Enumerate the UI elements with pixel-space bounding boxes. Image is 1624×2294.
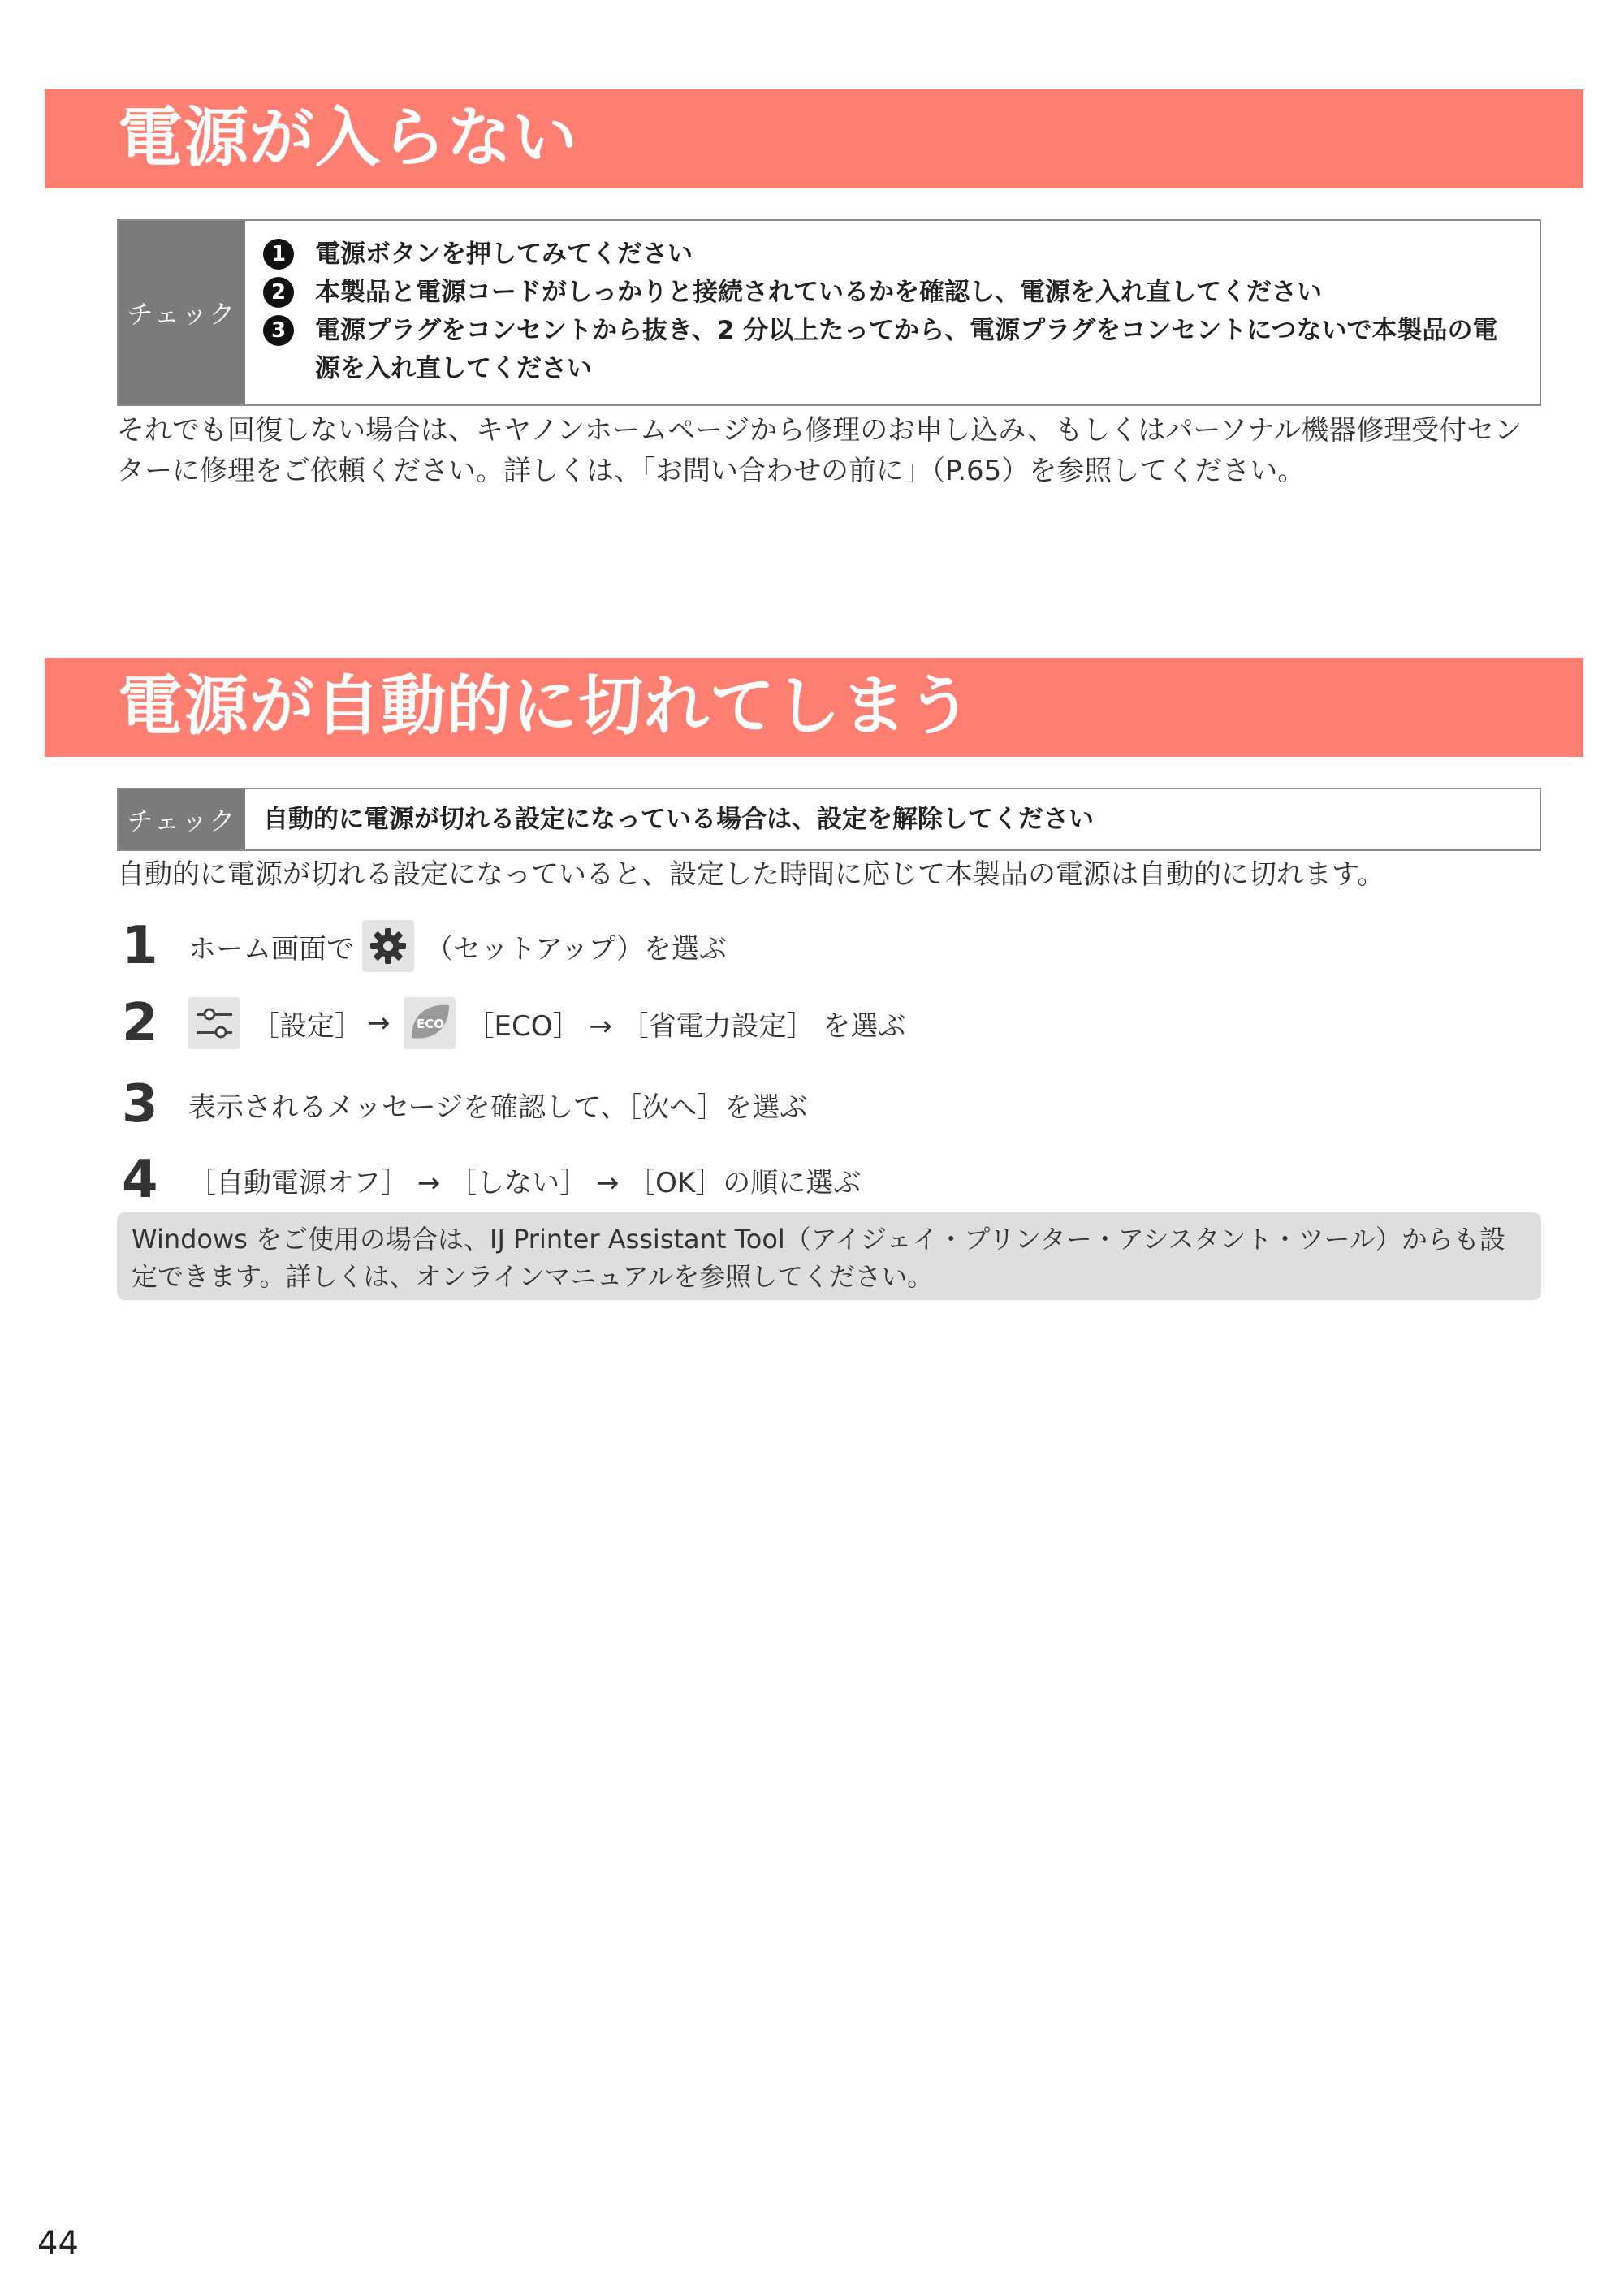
step-text: 表示されるメッセージを確認して、［次へ］を選ぶ — [188, 1091, 808, 1124]
check-items — [245, 221, 1540, 404]
step-number: 3 — [122, 1074, 158, 1134]
settings-sliders-icon — [188, 997, 240, 1049]
eco-leaf-icon — [404, 997, 456, 1049]
section2-banner — [45, 658, 1583, 757]
step-4 — [122, 1151, 861, 1208]
section2-title: 電源が自動的に切れてしまう — [118, 668, 973, 744]
section1-banner — [45, 89, 1583, 188]
svg-text:ECO: ECO — [416, 1017, 444, 1031]
step-number: 1 — [122, 916, 158, 976]
section1-title: 電源が入らない — [118, 100, 578, 175]
section1-paragraph: それでも回復しない場合は、キヤノンホームページから修理のお申し込み、もしくはパーソナル機器修理受付センターに修理をご依頼ください。詳しくは、「お問い合わせの前に」（P.65）を参照してください。 — [117, 414, 1522, 487]
step-3 — [122, 1076, 807, 1133]
check-item-text: 電源ボタンを押してみてください — [315, 240, 693, 269]
number-circle-icon: 1 — [263, 239, 294, 270]
eco-step-text: ［ECO］ → ［省電力設定］ を選ぶ — [466, 1009, 906, 1043]
section2-check-box — [117, 788, 1541, 851]
check-label: チェック — [119, 221, 245, 404]
number-circle-icon: 3 — [263, 315, 294, 346]
step-1 — [122, 918, 727, 974]
gear-icon — [362, 920, 414, 972]
check-item-text: 本製品と電源コードがしっかりと接続されているかを確認し、電源を入れ直してください — [315, 278, 1322, 307]
check-item — [263, 312, 1520, 388]
step-text-post: （セットアップ）を選ぶ — [425, 932, 727, 966]
section2-paragraph: 自動的に電源が切れる設定になっていると、設定した時間に応じて本製品の電源は自動的に切れます。 — [117, 858, 1385, 891]
check-label: チェック — [119, 789, 245, 849]
section1-check-box — [117, 219, 1541, 406]
step-text: ［自動電源オフ］ → ［しない］ → ［OK］の順に選ぶ — [188, 1166, 862, 1199]
step-number: 2 — [122, 993, 158, 1053]
check-item-text: 電源プラグをコンセントから抜き、2 分以上たってから、電源プラグをコンセントにつないで本製品の電源を入れ直してください — [315, 316, 1498, 383]
number-circle-icon: 2 — [263, 277, 294, 308]
windows-note: Windows をご使用の場合は、IJ Printer Assistant Tool（アイジェイ・プリンター・アシスタント・ツール）からも設定できます。詳しくは、オンラインマニュアルを参照してください。 — [117, 1212, 1541, 1300]
settings-label: ［設定］ — [252, 1009, 362, 1043]
check-item — [263, 274, 1520, 312]
step-number: 4 — [122, 1150, 158, 1210]
step-2 — [122, 995, 905, 1052]
arrow: → — [367, 1007, 391, 1039]
page-number: 44 — [37, 2225, 79, 2262]
check-item — [263, 235, 1520, 274]
check-text: 自動的に電源が切れる設定になっている場合は、設定を解除してください — [263, 805, 1094, 834]
step-text-pre: ホーム画面で — [188, 932, 354, 966]
